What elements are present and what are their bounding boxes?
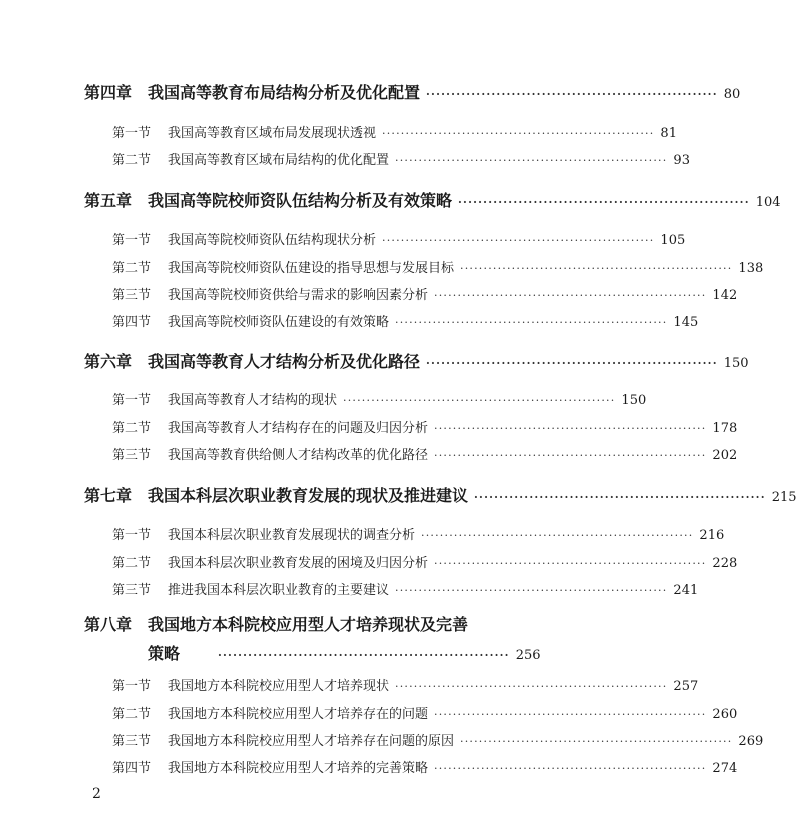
chapter-label: 第六章: [84, 352, 133, 371]
dot-leader: ··························································: [434, 708, 707, 721]
page-ref: 256: [515, 648, 541, 663]
dot-leader: ··························································: [421, 529, 694, 542]
toc-section[interactable]: [0, 122, 677, 141]
section-label: 第二节: [112, 556, 152, 571]
section-title: 我国高等教育供给侧人才结构改革的优化路径: [168, 448, 429, 463]
section-label: 第三节: [112, 583, 152, 598]
page-ref: 80: [723, 87, 741, 102]
page-ref: 215: [771, 490, 797, 505]
dot-leader: ··························································: [460, 735, 733, 748]
toc-chapter-7[interactable]: [0, 483, 797, 506]
dot-leader: ··························································: [434, 557, 707, 570]
section-label: 第四节: [112, 315, 152, 330]
section-label: 第二节: [112, 261, 152, 276]
dot-leader: ··························································: [395, 584, 668, 597]
toc-section[interactable]: [0, 703, 738, 722]
toc-chapter-4[interactable]: [0, 80, 741, 103]
page-number: 2: [92, 786, 101, 802]
dot-leader: ··························································: [458, 196, 750, 209]
page-ref: 81: [660, 126, 677, 141]
page-ref: 138: [738, 261, 764, 276]
toc-chapter-6[interactable]: [0, 349, 749, 372]
section-title: 我国本科层次职业教育发展现状的调查分析: [168, 528, 416, 543]
section-title: 我国高等院校师资队伍结构现状分析: [168, 233, 377, 248]
chapter-title-continued: 策略: [148, 644, 181, 663]
section-label: 第二节: [112, 421, 152, 436]
chapter-title: 我国高等院校师资队伍结构分析及有效策略: [148, 191, 453, 210]
section-title: 我国高等院校师资队伍建设的有效策略: [168, 315, 390, 330]
chapter-label: 第四章: [84, 83, 133, 102]
page-ref: 202: [712, 448, 738, 463]
section-title: 我国地方本科院校应用型人才培养的完善策略: [168, 761, 429, 776]
section-label: 第三节: [112, 288, 152, 303]
dot-leader: ··························································: [395, 680, 668, 693]
page-ref: 150: [723, 356, 749, 371]
section-label: 第三节: [112, 448, 152, 463]
toc-section[interactable]: [0, 444, 738, 463]
chapter-title: 我国地方本科院校应用型人才培养现状及完善: [148, 615, 469, 634]
page-ref: 269: [738, 734, 764, 749]
section-title: 我国地方本科院校应用型人才培养存在问题的原因: [168, 734, 455, 749]
page-ref: 105: [660, 233, 686, 248]
toc-chapter-5[interactable]: [0, 188, 781, 211]
toc-section[interactable]: [0, 284, 738, 303]
section-label: 第二节: [112, 707, 152, 722]
section-title: 我国高等教育区域布局结构的优化配置: [168, 153, 390, 168]
section-title: 我国高等教育人才结构的现状: [168, 393, 338, 408]
dot-leader: ··························································: [395, 316, 668, 329]
toc-section[interactable]: [0, 257, 764, 276]
section-title: 我国高等教育人才结构存在的问题及归因分析: [168, 421, 429, 436]
section-title: 我国高等院校师资队伍建设的指导思想与发展目标: [168, 261, 455, 276]
dot-leader: ··························································: [434, 449, 707, 462]
dot-leader: ··························································: [474, 491, 766, 504]
dot-leader: ··························································: [434, 762, 707, 775]
section-title: 我国地方本科院校应用型人才培养存在的问题: [168, 707, 429, 722]
page-ref: 260: [712, 707, 738, 722]
page-ref: 274: [712, 761, 738, 776]
section-title: 我国高等院校师资供给与需求的影响因素分析: [168, 288, 429, 303]
toc-section[interactable]: [0, 579, 699, 598]
section-label: 第一节: [112, 233, 152, 248]
dot-leader: ··························································: [395, 154, 668, 167]
dot-leader: ··························································: [382, 127, 655, 140]
section-label: 第一节: [112, 679, 152, 694]
section-label: 第四节: [112, 761, 152, 776]
section-label: 第一节: [112, 126, 152, 141]
page-ref: 104: [755, 195, 781, 210]
toc-section[interactable]: [0, 389, 647, 408]
section-label: 第二节: [112, 153, 152, 168]
chapter-title: 我国高等教育人才结构分析及优化路径: [148, 352, 421, 371]
chapter-label: 第八章: [84, 615, 133, 634]
page-ref: 145: [673, 315, 699, 330]
section-title: 我国本科层次职业教育发展的困境及归因分析: [168, 556, 429, 571]
toc-section[interactable]: [0, 675, 699, 694]
dot-leader: ··························································: [460, 262, 733, 275]
dot-leader: ··························································: [426, 357, 718, 370]
section-title: 我国地方本科院校应用型人才培养现状: [168, 679, 390, 694]
chapter-label: 第七章: [84, 486, 133, 505]
chapter-title: 我国本科层次职业教育发展的现状及推进建议: [148, 486, 469, 505]
toc-section[interactable]: [0, 730, 764, 749]
toc-section[interactable]: [0, 229, 686, 248]
dot-leader: ··························································: [434, 289, 707, 302]
page-ref: 241: [673, 583, 699, 598]
toc-chapter-8[interactable]: [0, 612, 630, 635]
page-ref: 142: [712, 288, 738, 303]
toc-section[interactable]: [0, 311, 699, 330]
dot-leader: ··························································: [218, 649, 510, 662]
dot-leader: ··························································: [434, 422, 707, 435]
dot-leader: ··························································: [382, 234, 655, 247]
section-label: 第三节: [112, 734, 152, 749]
toc-section[interactable]: [0, 524, 725, 543]
toc-section[interactable]: [0, 149, 690, 168]
chapter-label: 第五章: [84, 191, 133, 210]
section-title: 推进我国本科层次职业教育的主要建议: [168, 583, 390, 598]
page-ref: 257: [673, 679, 699, 694]
chapter-title: 我国高等教育布局结构分析及优化配置: [148, 83, 421, 102]
section-title: 我国高等教育区域布局发展现状透视: [168, 126, 377, 141]
page-ref: 216: [699, 528, 725, 543]
toc-section[interactable]: [0, 417, 738, 436]
section-label: 第一节: [112, 393, 152, 408]
toc-chapter-8-continued[interactable]: [0, 641, 630, 664]
page-ref: 228: [712, 556, 738, 571]
page-ref: 178: [712, 421, 738, 436]
toc-section[interactable]: [0, 552, 738, 571]
dot-leader: ··························································: [343, 394, 616, 407]
section-label: 第一节: [112, 528, 152, 543]
dot-leader: ··························································: [426, 88, 718, 101]
page-ref: 150: [621, 393, 647, 408]
toc-section[interactable]: [0, 757, 738, 776]
page-ref: 93: [673, 153, 690, 168]
